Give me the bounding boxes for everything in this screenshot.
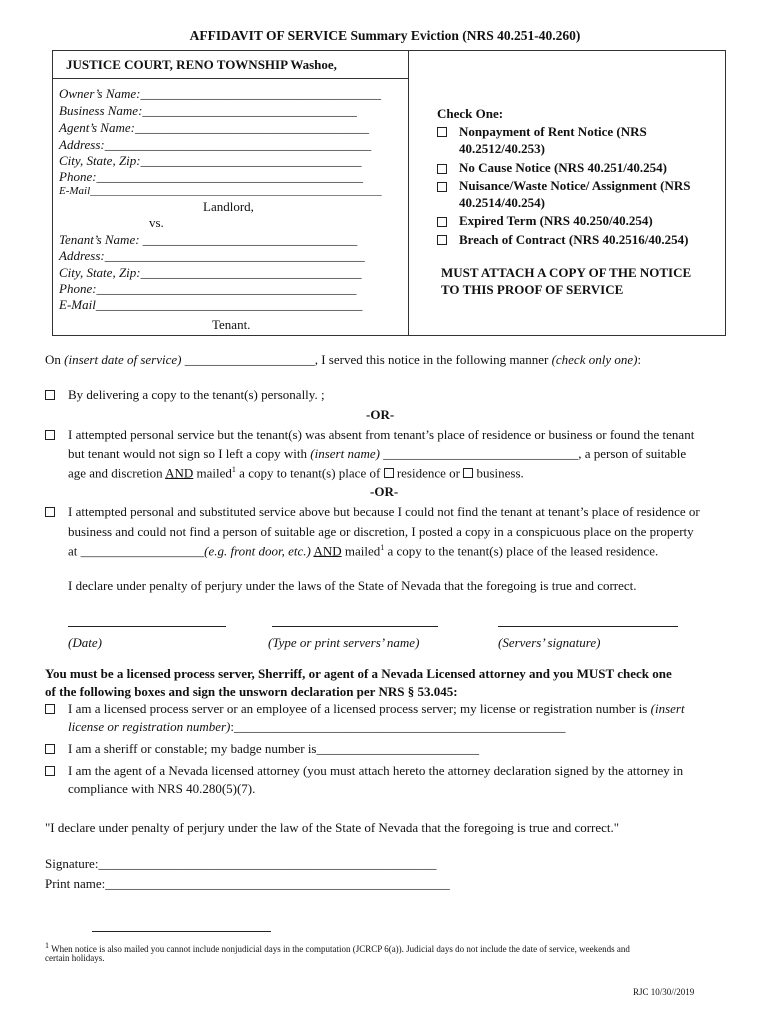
landlord-phone-field[interactable]: Phone:_________________________________________ [59, 169, 364, 184]
business-name-field[interactable]: Business Name:_________________________________ [59, 103, 357, 118]
server-signature-caption: (Servers’ signature) [498, 635, 601, 650]
posting-service-checkbox[interactable] [45, 507, 55, 517]
residence-checkbox[interactable] [384, 468, 394, 478]
tenant-address-field[interactable]: Address:________________________________________ [59, 248, 365, 263]
landlord-city-field[interactable]: City, State, Zip:__________________________________ [59, 153, 362, 168]
landlord-label: Landlord, [203, 199, 254, 214]
substitute-service-line3: age and discretion AND mailed$^1$ a copy to tenant(s) place of residence or business. [68, 465, 524, 481]
nuisance-option-label: Nuisance/Waste Notice/ Assignment (NRS [459, 178, 691, 193]
sheriff-checkbox[interactable] [45, 744, 55, 754]
expired-term-checkbox[interactable] [437, 217, 447, 227]
no-cause-checkbox[interactable] [437, 164, 447, 174]
posting-service-line2: business and could not find a person of suitable age or discretion, I posted a copy in a conspicuous place on the property [68, 524, 694, 539]
versus-label: vs. [149, 215, 164, 230]
server-signature-line[interactable] [498, 626, 678, 627]
landlord-email-field[interactable]: E-Mail_____________________________________________________ [59, 185, 382, 197]
tenant-city-field[interactable]: City, State, Zip:__________________________________ [59, 265, 362, 280]
posting-service-line3[interactable]: at ___________________(e.g. front door, etc.) AND mailed$^1$ a copy to the tenant(s) place of the leased residence. [68, 543, 659, 559]
substitute-service-line1: I attempted personal service but the tenant(s) was absent from tenant’s place of residence or business or found the tenant [68, 427, 695, 442]
form-title: AFFIDAVIT OF SERVICE Summary Eviction (NRS 40.251-40.260) [189, 28, 581, 43]
must-attach-notice-line2: TO THIS PROOF OF SERVICE [441, 282, 624, 297]
sheriff-line[interactable]: I am a sheriff or constable; my badge number is_________________________ [68, 741, 479, 756]
nonpayment-checkbox[interactable] [437, 127, 447, 137]
process-server-line2[interactable]: license or registration number):___________________________________________________ [68, 719, 566, 734]
must-attach-notice-line1: MUST ATTACH A COPY OF THE NOTICE [441, 265, 692, 280]
print-name-field[interactable]: Print name:_____________________________________________________ [45, 876, 450, 891]
substitute-service-checkbox[interactable] [45, 430, 55, 440]
or-separator-1: -OR- [366, 407, 395, 422]
personal-service-label: By delivering a copy to the tenant(s) personally. ; [68, 387, 325, 402]
attorney-agent-checkbox[interactable] [45, 766, 55, 776]
tenant-name-field[interactable]: Tenant’s Name: _________________________________ [59, 232, 358, 247]
form-code: RJC 10/30//2019 [633, 987, 695, 997]
nonpayment-option-label: Nonpayment of Rent Notice (NRS [459, 124, 647, 139]
signature-field[interactable]: Signature:____________________________________________________ [45, 856, 437, 871]
caption-divider-horizontal [53, 78, 408, 79]
server-name-signature-line[interactable] [272, 626, 438, 627]
attorney-agent-line2: compliance with NRS 40.280(5)(7). [68, 781, 256, 796]
perjury-declaration-2: "I declare under penalty of perjury under the law of the State of Nevada that the foregoing is true and correct." [45, 820, 620, 835]
nonpayment-option-citation: 40.2512/40.253) [459, 141, 545, 156]
caption-divider-vertical [408, 51, 409, 335]
licensed-heading-line2: of the following boxes and sign the unsworn declaration per NRS § 53.045: [45, 684, 458, 699]
business-checkbox[interactable] [463, 468, 473, 478]
nuisance-checkbox[interactable] [437, 182, 447, 192]
substitute-service-line2[interactable]: but tenant would not sign so I left a copy with (insert name) ______________________________, a person of suitable [68, 446, 687, 461]
tenant-phone-field[interactable]: Phone:________________________________________ [59, 281, 357, 296]
process-server-line1: I am a licensed process server or an employee of a licensed process server; my license or registration number is (insert [68, 701, 685, 716]
owner-name-field[interactable]: Owner’s Name:_____________________________________ [59, 86, 381, 101]
no-cause-option-label: No Cause Notice (NRS 40.251/40.254) [459, 160, 667, 175]
date-caption: (Date) [68, 635, 102, 650]
footnote-line2: certain holidays. [45, 953, 105, 963]
footnote-line1: $^1$ When notice is also mailed you cannot include nonjudicial days in the computation (JCRCP 6(a)). Judicial days do not include the date of service, weekends and [45, 941, 630, 954]
attorney-agent-line1: I am the agent of a Nevada licensed attorney (you must attach hereto the attorney declaration signed by the attorney in [68, 763, 684, 778]
nuisance-option-citation: 40.2514/40.254) [459, 195, 545, 210]
process-server-checkbox[interactable] [45, 704, 55, 714]
licensed-heading-line1: You must be a licensed process server, Sherriff, or agent of a Nevada Licensed attorney and you MUST check one [45, 666, 672, 681]
tenant-email-field[interactable]: E-Mail_________________________________________ [59, 297, 363, 312]
server-name-caption: (Type or print servers’ name) [268, 635, 420, 650]
perjury-declaration-1: I declare under penalty of perjury under the laws of the State of Nevada that the foregoing is true and correct. [68, 578, 637, 593]
landlord-address-field[interactable]: Address:_________________________________________ [59, 137, 372, 152]
breach-option-label: Breach of Contract (NRS 40.2516/40.254) [459, 232, 689, 247]
expired-term-option-label: Expired Term (NRS 40.250/40.254) [459, 213, 653, 228]
personal-service-checkbox[interactable] [45, 390, 55, 400]
service-date-line[interactable]: On (insert date of service) ____________________, I served this notice in the following manner (check only one): [45, 352, 642, 367]
agent-name-field[interactable]: Agent’s Name:____________________________________ [59, 120, 369, 135]
court-line: JUSTICE COURT, RENO TOWNSHIP Washoe, [66, 57, 337, 72]
or-separator-2: -OR- [370, 484, 399, 499]
tenant-label: Tenant. [212, 317, 251, 332]
date-signature-line[interactable] [68, 626, 226, 627]
footnote-separator [92, 931, 271, 932]
posting-service-line1: I attempted personal and substituted service above but because I could not find the tenant at tenant’s place of residence or [68, 504, 700, 519]
check-one-label: Check One: [437, 106, 504, 121]
breach-checkbox[interactable] [437, 235, 447, 245]
